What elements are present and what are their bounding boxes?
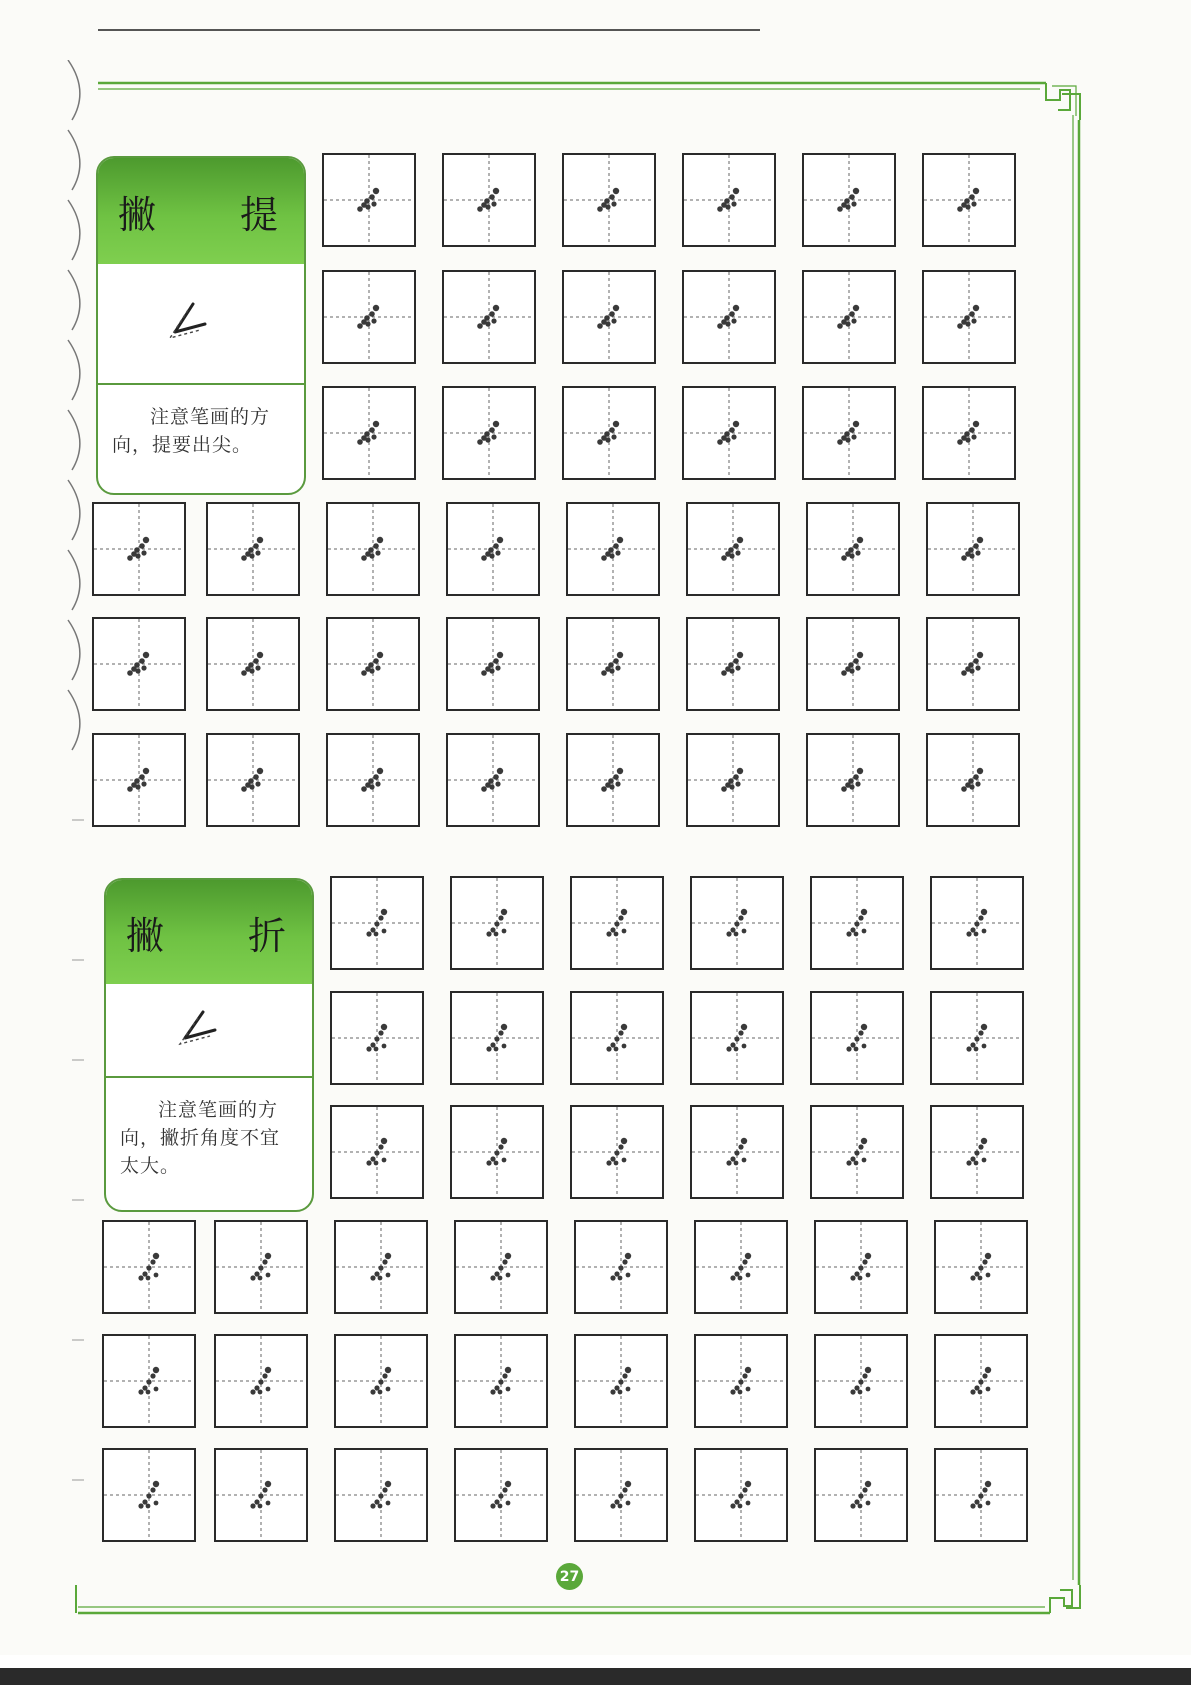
tracing-cell[interactable] xyxy=(214,1334,308,1428)
tracing-cell[interactable] xyxy=(934,1334,1028,1428)
tracing-cell[interactable] xyxy=(442,153,536,247)
tracing-cell[interactable] xyxy=(930,1105,1024,1199)
tracing-cell[interactable] xyxy=(102,1220,196,1314)
tracing-cell[interactable] xyxy=(206,617,300,711)
tracing-cell[interactable] xyxy=(810,876,904,970)
tracing-cell[interactable] xyxy=(566,733,660,827)
tracing-cell[interactable] xyxy=(682,270,776,364)
tracing-cell[interactable] xyxy=(446,733,540,827)
tracing-cell[interactable] xyxy=(570,1105,664,1199)
tracing-cell[interactable] xyxy=(930,991,1024,1085)
tracing-cell[interactable] xyxy=(454,1448,548,1542)
tracing-cell[interactable] xyxy=(562,386,656,480)
tracing-cell[interactable] xyxy=(570,876,664,970)
tracing-cell[interactable] xyxy=(330,991,424,1085)
tracing-cell[interactable] xyxy=(690,1105,784,1199)
tracing-cell[interactable] xyxy=(566,502,660,596)
tracing-cell[interactable] xyxy=(334,1220,428,1314)
tracing-cell[interactable] xyxy=(690,876,784,970)
tracing-cell[interactable] xyxy=(102,1448,196,1542)
tracing-cell[interactable] xyxy=(926,733,1020,827)
pie-zhe-stroke-icon xyxy=(169,1004,229,1054)
tracing-cell[interactable] xyxy=(806,617,900,711)
tracing-cell[interactable] xyxy=(562,153,656,247)
tracing-cell[interactable] xyxy=(574,1220,668,1314)
tracing-cell[interactable] xyxy=(326,617,420,711)
tracing-cell[interactable] xyxy=(694,1448,788,1542)
tracing-cell[interactable] xyxy=(806,502,900,596)
tracing-cell[interactable] xyxy=(934,1448,1028,1542)
tracing-cell[interactable] xyxy=(446,502,540,596)
tracing-cell[interactable] xyxy=(92,502,186,596)
tracing-cell[interactable] xyxy=(206,733,300,827)
stroke-tip-text: 注意笔画的方向，撇折角度不宜太大。 xyxy=(120,1099,281,1177)
tracing-cell[interactable] xyxy=(442,386,536,480)
tracing-cell[interactable] xyxy=(454,1334,548,1428)
tracing-cell[interactable] xyxy=(92,733,186,827)
tracing-cell[interactable] xyxy=(694,1220,788,1314)
tracing-cell[interactable] xyxy=(682,153,776,247)
tracing-cell[interactable] xyxy=(322,386,416,480)
tracing-cell[interactable] xyxy=(334,1448,428,1542)
tracing-cell[interactable] xyxy=(814,1448,908,1542)
tracing-cell[interactable] xyxy=(802,270,896,364)
tracing-cell[interactable] xyxy=(686,733,780,827)
tracing-cell[interactable] xyxy=(574,1448,668,1542)
stroke-card-header xyxy=(98,158,304,264)
page-number: 27 xyxy=(556,1563,583,1590)
tracing-cell[interactable] xyxy=(922,270,1016,364)
scan-edge xyxy=(0,1668,1191,1685)
stroke-card xyxy=(104,878,314,1212)
tracing-cell[interactable] xyxy=(802,153,896,247)
tracing-cell[interactable] xyxy=(450,991,544,1085)
tracing-cell[interactable] xyxy=(92,617,186,711)
tracing-cell[interactable] xyxy=(562,270,656,364)
tracing-cell[interactable] xyxy=(922,153,1016,247)
tracing-cell[interactable] xyxy=(922,386,1016,480)
stroke-sample-area xyxy=(98,264,304,385)
tracing-cell[interactable] xyxy=(694,1334,788,1428)
tracing-cell[interactable] xyxy=(566,617,660,711)
tracing-cell[interactable] xyxy=(330,1105,424,1199)
tracing-cell[interactable] xyxy=(322,153,416,247)
tracing-cell[interactable] xyxy=(814,1334,908,1428)
tracing-cell[interactable] xyxy=(450,876,544,970)
tracing-cell[interactable] xyxy=(814,1220,908,1314)
stroke-card xyxy=(96,156,306,495)
tracing-cell[interactable] xyxy=(326,502,420,596)
stroke-name-left: 撇 xyxy=(126,913,165,958)
tracing-cell[interactable] xyxy=(454,1220,548,1314)
stroke-card-header xyxy=(106,880,312,984)
tracing-cell[interactable] xyxy=(930,876,1024,970)
tracing-cell[interactable] xyxy=(334,1334,428,1428)
tracing-cell[interactable] xyxy=(810,991,904,1085)
tracing-cell[interactable] xyxy=(442,270,536,364)
tracing-cell[interactable] xyxy=(450,1105,544,1199)
tracing-cell[interactable] xyxy=(206,502,300,596)
tracing-cell[interactable] xyxy=(802,386,896,480)
pie-ti-stroke-icon xyxy=(161,298,221,348)
tracing-cell[interactable] xyxy=(102,1334,196,1428)
tracing-cell[interactable] xyxy=(322,270,416,364)
tracing-cell[interactable] xyxy=(686,502,780,596)
tracing-cell[interactable] xyxy=(214,1448,308,1542)
tracing-cell[interactable] xyxy=(926,617,1020,711)
tracing-cell[interactable] xyxy=(934,1220,1028,1314)
stroke-tip-text: 注意笔画的方向，提要出尖。 xyxy=(112,406,271,456)
tracing-cell[interactable] xyxy=(446,617,540,711)
tracing-cell[interactable] xyxy=(686,617,780,711)
stroke-sample-area xyxy=(106,984,312,1078)
tracing-cell[interactable] xyxy=(926,502,1020,596)
tracing-cell[interactable] xyxy=(806,733,900,827)
tracing-cell[interactable] xyxy=(570,991,664,1085)
tracing-cell[interactable] xyxy=(214,1220,308,1314)
tracing-cell[interactable] xyxy=(330,876,424,970)
stroke-name-right: 折 xyxy=(247,913,286,958)
tracing-cell[interactable] xyxy=(574,1334,668,1428)
stroke-name-left: 撇 xyxy=(118,192,157,237)
tracing-cell[interactable] xyxy=(810,1105,904,1199)
tracing-cell[interactable] xyxy=(326,733,420,827)
tracing-cell[interactable] xyxy=(690,991,784,1085)
tracing-cell[interactable] xyxy=(682,386,776,480)
stroke-name-right: 提 xyxy=(239,192,278,237)
